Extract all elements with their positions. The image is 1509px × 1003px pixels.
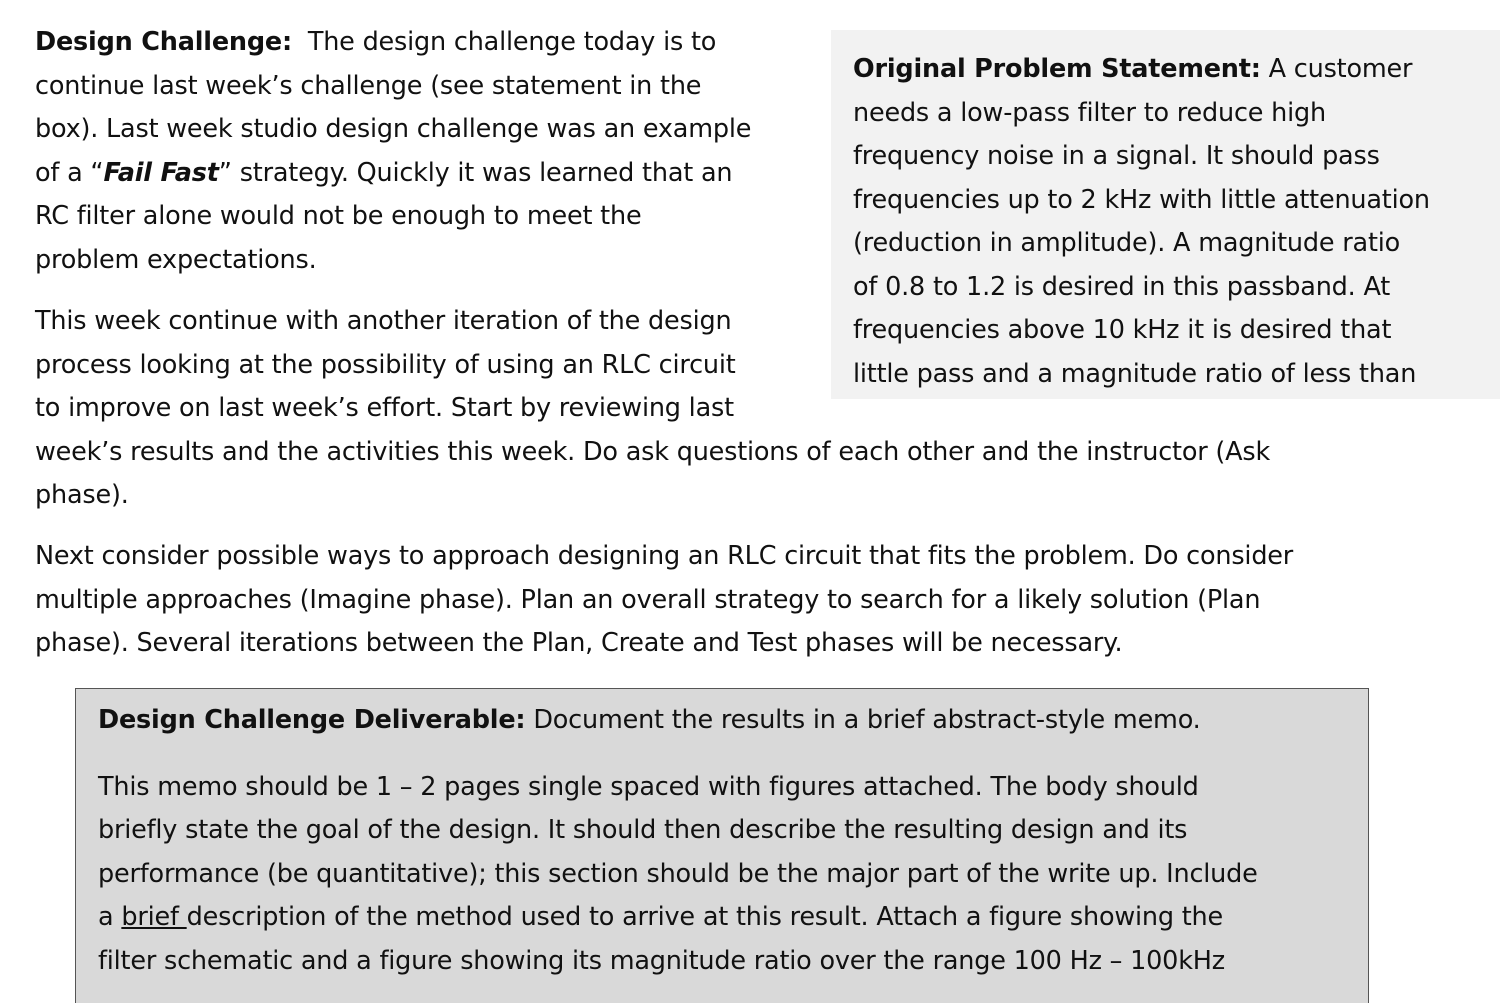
next-steps-paragraph [35, 535, 1293, 666]
problem-statement-line: frequency noise in a signal. It should pass [853, 141, 1380, 171]
deliverable-line: briefly state the goal of the design. It should then describe the resulting design and its [98, 815, 1188, 845]
problem-statement-line: (reduction in amplitude). A magnitude ratio [853, 228, 1401, 258]
problem-statement-line: frequencies above 10 kHz it is desired that [853, 315, 1392, 345]
next-steps-line: multiple approaches (Imagine phase). Plan an overall strategy to search for a likely solution (Plan [35, 584, 1261, 615]
problem-statement-line: frequencies up to 2 kHz with little attenuation [853, 184, 1430, 215]
deliverable-text: a [98, 902, 122, 932]
deliverable-text: description of the method used to arrive at this result. Attach a figure showing the [186, 902, 1224, 932]
design-challenge-line: problem expectations. [35, 244, 317, 275]
deliverable-text: Document the results in a brief abstract-style memo. [525, 705, 1201, 735]
design-challenge-text: The design challenge today is to [292, 27, 717, 57]
this-week-line: phase). [35, 480, 129, 510]
problem-statement-line: needs a low-pass filter to reduce high [853, 97, 1326, 128]
deliverable-line: This memo should be 1 – 2 pages single spaced with figures attached. The body should [98, 771, 1199, 802]
this-week-line: process looking at the possibility of using an RLC circuit [35, 349, 736, 380]
deliverable-label: Design Challenge Deliverable: [98, 705, 526, 735]
next-steps-line: phase). Several iterations between the Plan, Create and Test phases will be necessary. [35, 628, 1123, 658]
design-challenge-paragraph [35, 21, 751, 282]
this-week-line: to improve on last week’s effort. Start by reviewing last [35, 393, 734, 423]
problem-statement-line: little pass and a magnitude ratio of less than [853, 358, 1417, 389]
next-steps-line: Next consider possible ways to approach designing an RLC circuit that fits the problem. Do consider [35, 541, 1294, 571]
design-challenge-label: Design Challenge: [35, 27, 293, 57]
problem-statement-label: Original Problem Statement: [853, 54, 1261, 84]
design-challenge-line: RC filter alone would not be enough to meet the [35, 201, 642, 231]
this-week-line: week’s results and the activities this week. Do ask questions of each other and the instructor (Ask [35, 436, 1271, 467]
design-challenge-text: ” strategy. Quickly it was learned that an [218, 157, 733, 188]
design-challenge-text: of a “ [35, 157, 104, 188]
deliverable-line: performance (be quantitative); this section should be the major part of the write up. Include [98, 858, 1258, 889]
problem-statement-line: of 0.8 to 1.2 is desired in this passband. At [853, 271, 1391, 302]
deliverable-box [75, 688, 1369, 1003]
problem-statement-text: A customer [1260, 54, 1413, 84]
design-challenge-line: continue last week’s challenge (see statement in the [35, 70, 702, 101]
deliverable-line: filter schematic and a figure showing its magnitude ratio over the range 100 Hz – 100kHz [98, 945, 1225, 976]
this-week-line: This week continue with another iteration of the design [35, 306, 732, 336]
problem-statement-box [831, 30, 1500, 399]
fail-fast-emphasis: Fail Fast [103, 157, 219, 188]
design-challenge-line: box). Last week studio design challenge was an example [35, 114, 752, 144]
brief-underlined: brief [121, 902, 187, 932]
